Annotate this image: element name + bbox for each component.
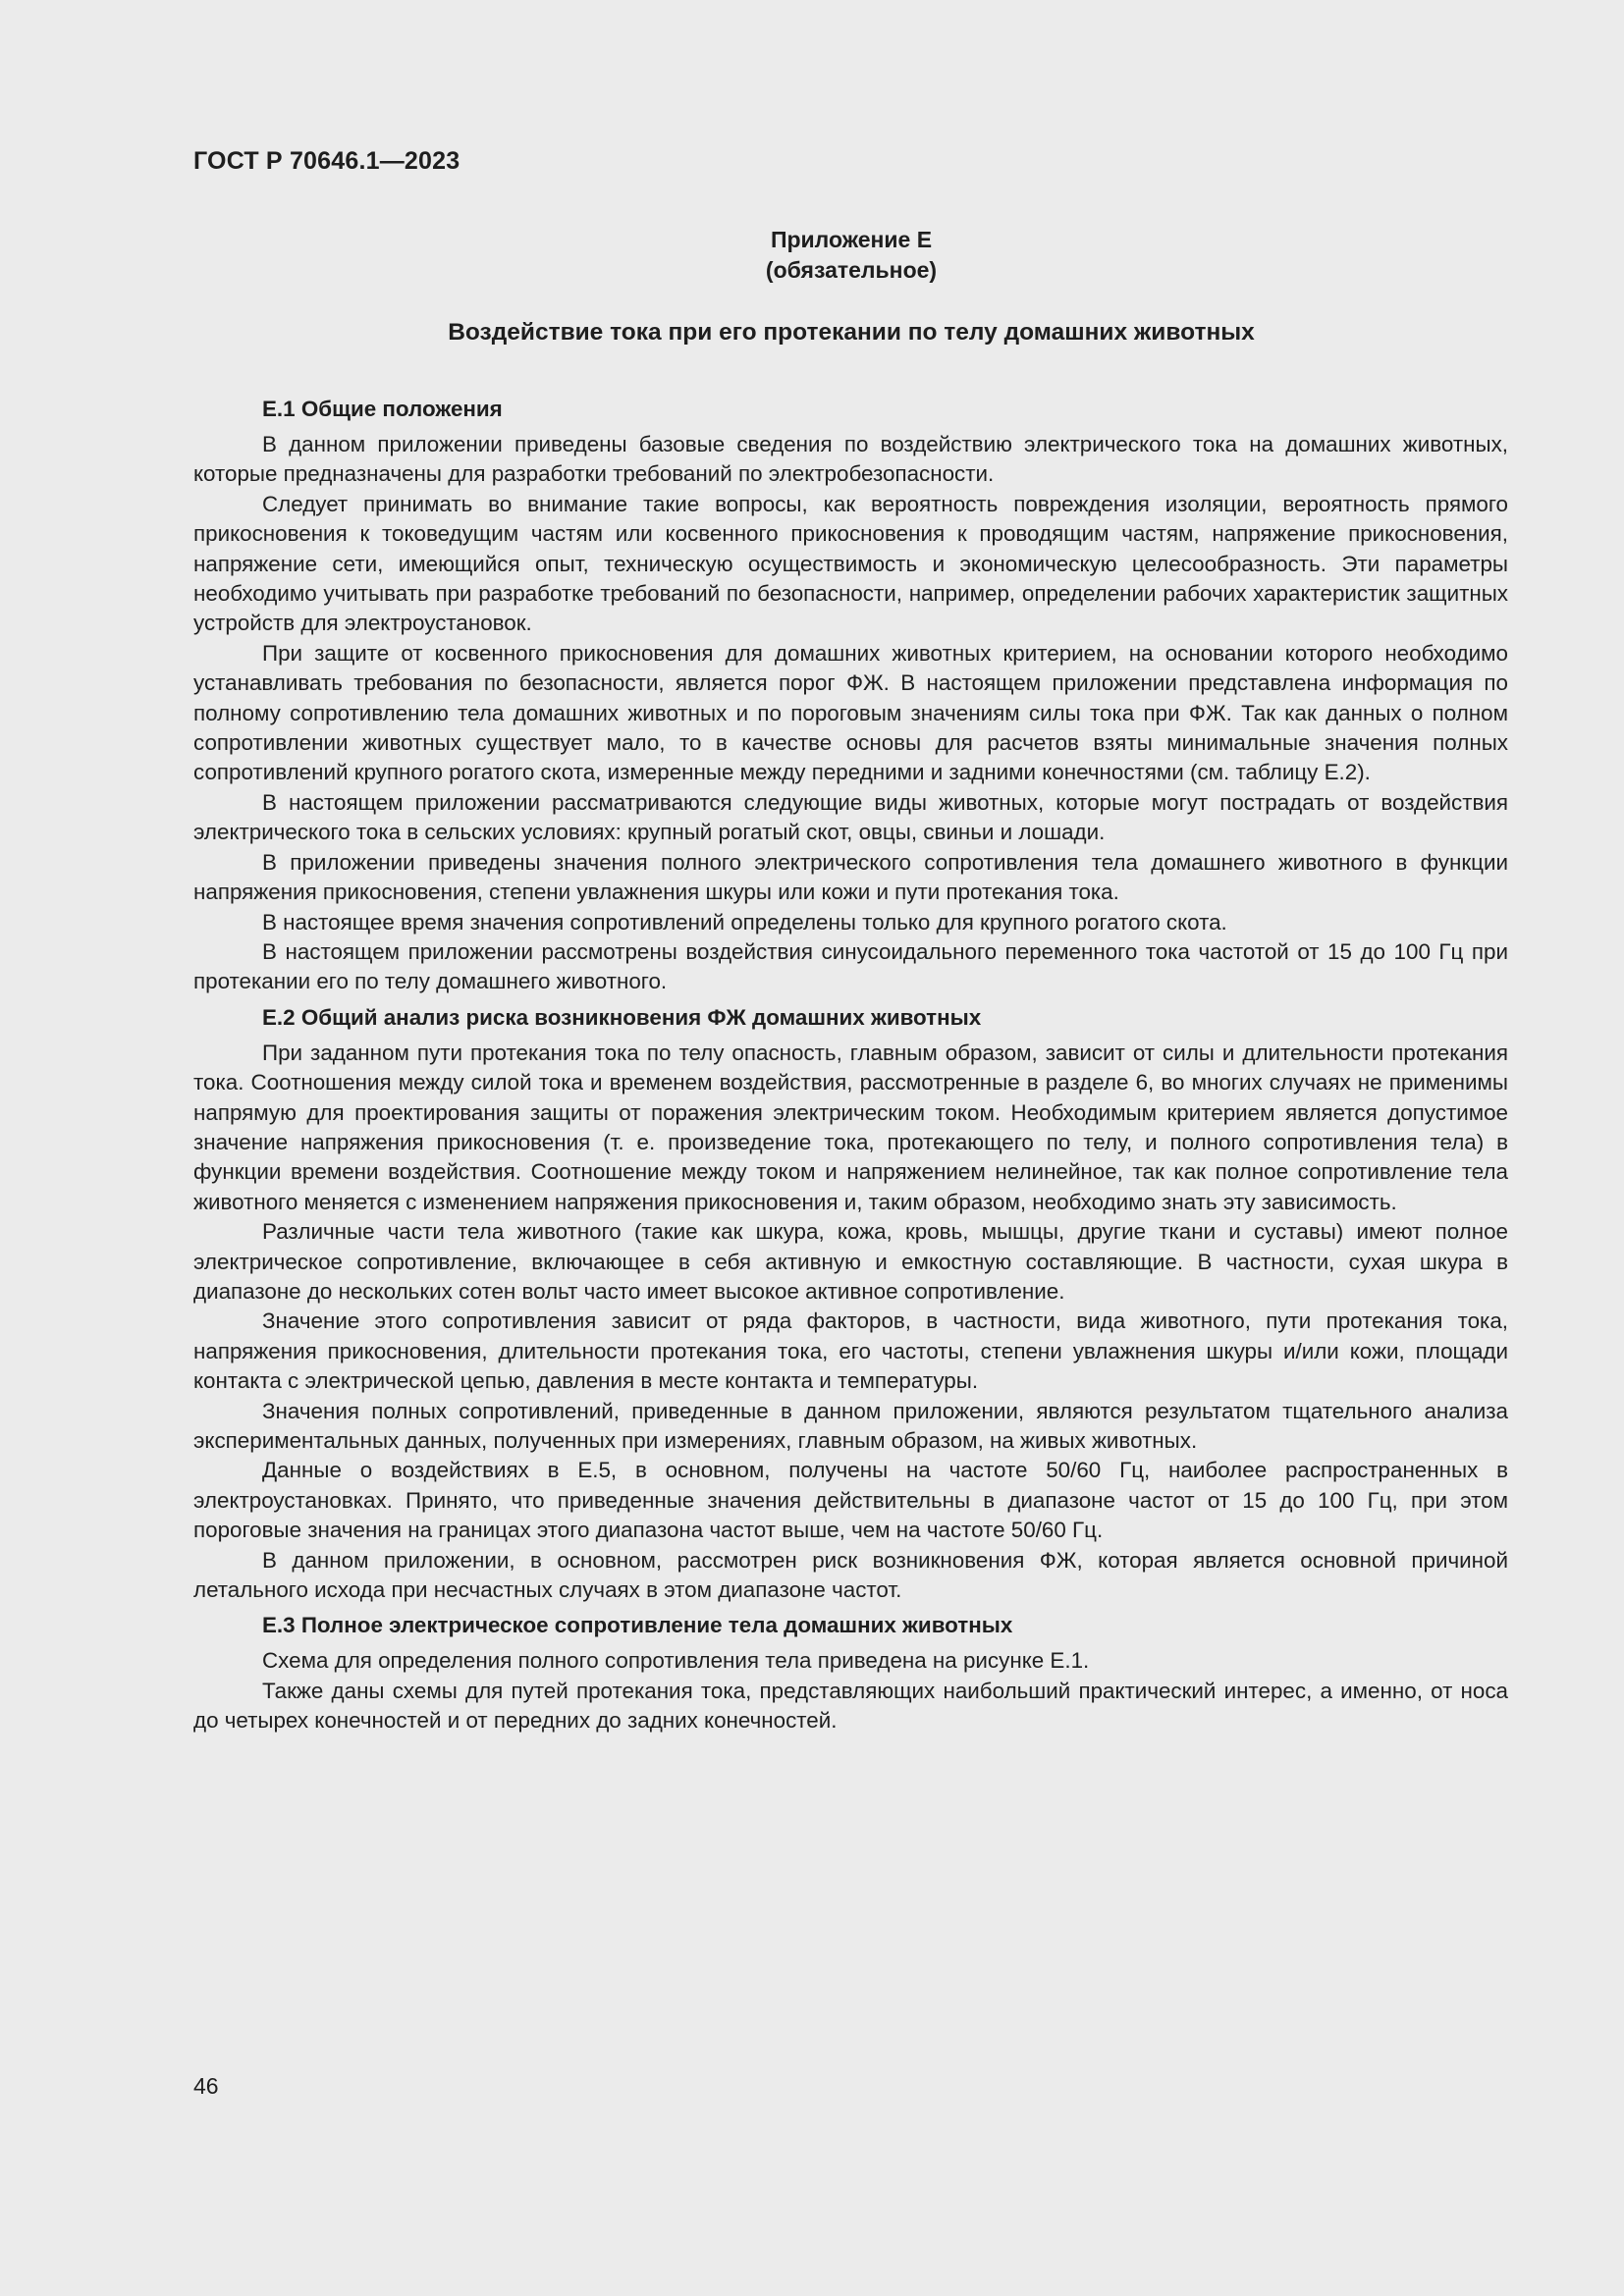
section-e3 (193, 1611, 1508, 1735)
section-heading: Е.2 Общий анализ риска возникновения ФЖ домашних животных (262, 1004, 982, 1030)
section-heading: Е.3 Полное электрическое сопротивление тела домашних животных (262, 1613, 1013, 1638)
paragraph: Также даны схемы для путей протекания тока, представляющих наибольший практический интерес, а именно, от носа до четырех конечностей и от передних до задних конечностей. (193, 1678, 1508, 1734)
document-code: ГОСТ Р 70646.1—2023 (193, 147, 460, 175)
section-heading: Е.1 Общие положения (262, 397, 503, 421)
paragraph: Значения полных сопротивлений, приведенные в данном приложении, являются результатом тщательного анализа экспериментальных данных, полученных при измерениях, главным образом, на живых животных. (193, 1398, 1508, 1453)
paragraph: В данном приложении приведены базовые сведения по воздействию электрического тока на домашних животных, которые предназначены для разработки требований по электробезопасности. (193, 432, 1508, 487)
paragraph: Схема для определения полного сопротивления тела приведена на рисунке Е.1. (262, 1648, 1090, 1674)
section-e2 (193, 1003, 1508, 1606)
section-e1 (193, 395, 1508, 997)
paragraph: В приложении приведены значения полного электрического сопротивления тела домашнего животного в функции напряжения прикосновения, степени увлажнения шкуры или кожи и пути протекания тока. (193, 849, 1508, 905)
annex-status: (обязательное) (765, 257, 938, 283)
annex-title: Приложение Е (770, 227, 933, 252)
paragraph: Следует принимать во внимание такие вопросы, как вероятность повреждения изоляции, вероятность прямого прикосновения к токоведущим частям или косвенного прикосновения к проводящим частям, напряжение прикосновения, напряжение сети, имеющийся опыт, техническую осуществимость и экономическую целесообразность. Эти параметры необходимо учитывать при разработке требований по безопасности, например, определении рабочих характеристик защитных устройств для электроустановок. (193, 491, 1508, 636)
paragraph: В данном приложении, в основном, рассмотрен риск возникновения ФЖ, которая является основной причиной летального исхода при несчастных случаях в этом диапазоне частот. (193, 1547, 1508, 1603)
annex-body (193, 395, 1508, 1736)
page-number: 46 (193, 2073, 219, 2099)
paragraph: При защите от косвенного прикосновения для домашних животных критерием, на основании которого необходимо устанавливать требования по безопасности, является порог ФЖ. В настоящем приложении представлена информация по полному сопротивлению тела домашних животных и по пороговым значениям силы тока при ФЖ. Так как данных о полном сопротивлении животных существует мало, то в качестве основы для расчетов взяты минимальные значения полных сопротивлений крупного рогатого скота, измеренные между передними и задними конечностями (см. таблицу Е.2). (193, 640, 1508, 785)
paragraph: В настоящем приложении рассматриваются следующие виды животных, которые могут пострадать от воздействия электрического тока в сельских условиях: крупный рогатый скот, овцы, свиньи и лошади. (193, 789, 1508, 845)
paragraph: Данные о воздействиях в Е.5, в основном, получены на частоте 50/60 Гц, наиболее распространенных в электроустановках. Принято, что приведенные значения действительны в диапазоне частот от 15 до 100 Гц, при этом пороговые значения на границах этого диапазона частот выше, чем на частоте 50/60 Гц. (193, 1458, 1508, 1543)
paragraph: В настоящее время значения сопротивлений определены только для крупного рогатого скота. (262, 909, 1227, 934)
paragraph: В настоящем приложении рассмотрены воздействия синусоидального переменного тока частотой от 15 до 100 Гц при протекании его по телу домашнего животного. (193, 938, 1508, 994)
annex-subject-heading: Воздействие тока при его протекании по телу домашних животных (448, 319, 1255, 346)
paragraph: Различные части тела животного (такие как шкура, кожа, кровь, мышцы, другие ткани и суставы) имеют полное электрическое сопротивление, включающее в себя активную и емкостную составляющие. В частности, сухая шкура в диапазоне до нескольких сотен вольт часто имеет высокое активное сопротивление. (193, 1219, 1508, 1304)
paragraph: Значение этого сопротивления зависит от ряда факторов, в частности, вида животного, пути протекания тока, напряжения прикосновения, длительности протекания тока, его частоты, степени увлажнения шкуры и/или кожи, площади контакта с электрической цепью, давления в месте контакта и температуры. (193, 1308, 1508, 1394)
paragraph: При заданном пути протекания тока по телу опасность, главным образом, зависит от силы и длительности протекания тока. Соотношения между силой тока и временем воздействия, рассмотренные в разделе 6, во многих случаях не применимы напрямую для проектирования защиты от поражения электрическим током. Необходимым критерием является допустимое значение напряжения прикосновения (т. е. произведение тока, протекающего по телу, и полного сопротивления тела) в функции времени воздействия. Соотношение между током и напряжением нелинейное, так как полное сопротивление тела животного меняется с изменением напряжения прикосновения и, таким образом, необходимо знать эту зависимость. (193, 1040, 1508, 1214)
